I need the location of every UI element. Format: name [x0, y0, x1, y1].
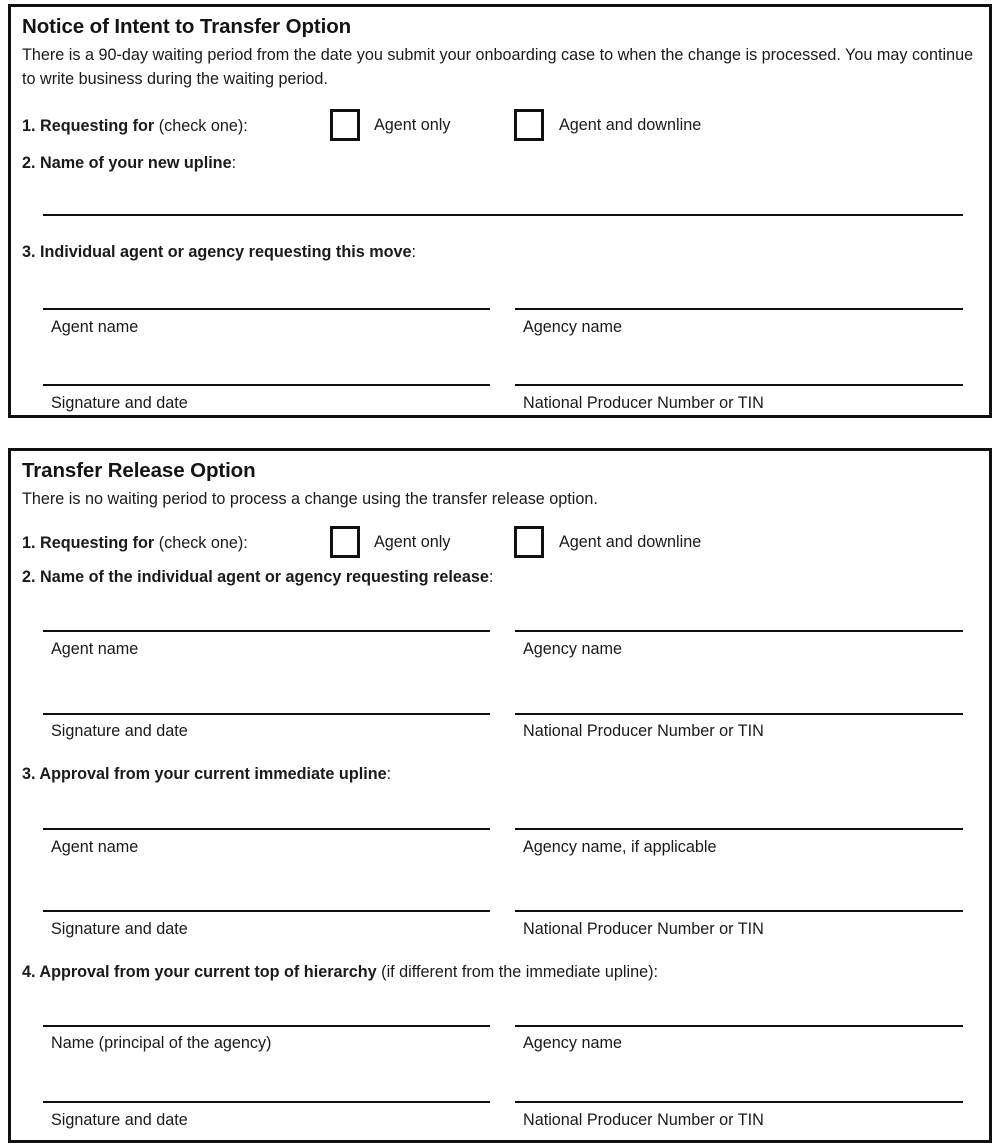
fill-line-npn-item2-release[interactable] [515, 713, 963, 715]
fill-line-agent-name-notice[interactable] [43, 308, 490, 310]
item-3-label-bold-notice: 3. Individual agent or agency requesting this move [22, 243, 412, 261]
checkbox-agent-and-downline-notice[interactable] [514, 109, 544, 141]
item-2-label-rest-release: : [488, 568, 494, 586]
field-label-agency-name-item2-release: Agency name [523, 640, 622, 658]
field-label-agency-name-item3-release: Agency name, if applicable [523, 838, 717, 856]
field-label-npn-item3-release: National Producer Number or TIN [523, 920, 764, 938]
section-title-notice: Notice of Intent to Transfer Option [22, 15, 352, 38]
field-label-principal-name-item4-release: Name (principal of the agency) [51, 1034, 272, 1052]
checkbox-agent-only-label-release: Agent only [374, 533, 451, 551]
fill-line-signature-notice[interactable] [43, 384, 490, 386]
item-1-label-notice [22, 116, 248, 137]
fill-line-agency-name-item4-release[interactable] [515, 1025, 963, 1027]
section-title-release: Transfer Release Option [22, 459, 256, 482]
section-notice-of-intent [8, 4, 992, 418]
item-1-label-rest-notice: (check one): [154, 117, 248, 135]
fill-line-new-upline[interactable] [43, 214, 963, 216]
fill-line-signature-item4-release[interactable] [43, 1101, 490, 1103]
item-4-label-bold-release: 4. Approval from your current top of hierarchy [22, 963, 377, 981]
field-label-agent-name-item3-release: Agent name [51, 838, 139, 856]
checkbox-agent-only-release[interactable] [330, 526, 360, 558]
fill-line-principal-name-item4-release[interactable] [43, 1025, 490, 1027]
item-4-label-rest-release: (if different from the immediate upline): [376, 963, 658, 981]
field-label-npn-item2-release: National Producer Number or TIN [523, 722, 764, 740]
item-2-label-rest-notice: : [231, 154, 237, 172]
item-2-label-bold-notice: 2. Name of your new upline [22, 154, 232, 172]
fill-line-agency-name-item3-release[interactable] [515, 828, 963, 830]
item-1-label-bold-notice: 1. Requesting for [22, 117, 155, 135]
item-3-label-bold-release: 3. Approval from your current immediate upline [22, 765, 387, 783]
field-label-agency-name-item4-release: Agency name [523, 1034, 622, 1052]
fill-line-signature-item2-release[interactable] [43, 713, 490, 715]
item-1-label-release [22, 533, 248, 554]
field-label-signature-item2-release: Signature and date [51, 722, 188, 740]
fill-line-agency-name-item2-release[interactable] [515, 630, 963, 632]
item-2-label-release [22, 567, 493, 588]
section-intro-notice: There is a 90-day waiting period from the date you submit your onboarding case to when the change is processed. You may continue to write business during the waiting period. [22, 46, 974, 88]
checkbox-agent-only-notice[interactable] [330, 109, 360, 141]
checkbox-agent-and-downline-label-release: Agent and downline [559, 533, 702, 551]
field-label-agent-name-notice: Agent name [51, 318, 139, 336]
item-1-label-rest-release: (check one): [154, 534, 248, 552]
section-intro-release: There is no waiting period to process a change using the transfer release option. [22, 490, 598, 508]
item-2-label-notice [22, 153, 236, 174]
field-label-npn-notice: National Producer Number or TIN [523, 394, 764, 412]
fill-line-signature-item3-release[interactable] [43, 910, 490, 912]
fill-line-npn-item3-release[interactable] [515, 910, 963, 912]
checkbox-agent-and-downline-label-notice: Agent and downline [559, 116, 702, 134]
field-label-npn-item4-release: National Producer Number or TIN [523, 1111, 764, 1129]
item-2-label-bold-release: 2. Name of the individual agent or agency requesting release [22, 568, 489, 586]
field-label-signature-item4-release: Signature and date [51, 1111, 188, 1129]
checkbox-agent-only-label-notice: Agent only [374, 116, 451, 134]
item-3-label-notice [22, 242, 416, 263]
fill-line-agent-name-item3-release[interactable] [43, 828, 490, 830]
field-label-agent-name-item2-release: Agent name [51, 640, 139, 658]
fill-line-npn-notice[interactable] [515, 384, 963, 386]
fill-line-agent-name-item2-release[interactable] [43, 630, 490, 632]
fill-line-agency-name-notice[interactable] [515, 308, 963, 310]
item-1-label-bold-release: 1. Requesting for [22, 534, 155, 552]
item-3-label-rest-release: : [386, 765, 392, 783]
section-transfer-release [8, 448, 992, 1143]
field-label-signature-notice: Signature and date [51, 394, 188, 412]
item-3-label-rest-notice: : [411, 243, 416, 261]
checkbox-agent-and-downline-release[interactable] [514, 526, 544, 558]
field-label-agency-name-notice: Agency name [523, 318, 622, 336]
item-4-label-release [22, 962, 658, 983]
item-3-label-release [22, 764, 391, 785]
fill-line-npn-item4-release[interactable] [515, 1101, 963, 1103]
field-label-signature-item3-release: Signature and date [51, 920, 188, 938]
